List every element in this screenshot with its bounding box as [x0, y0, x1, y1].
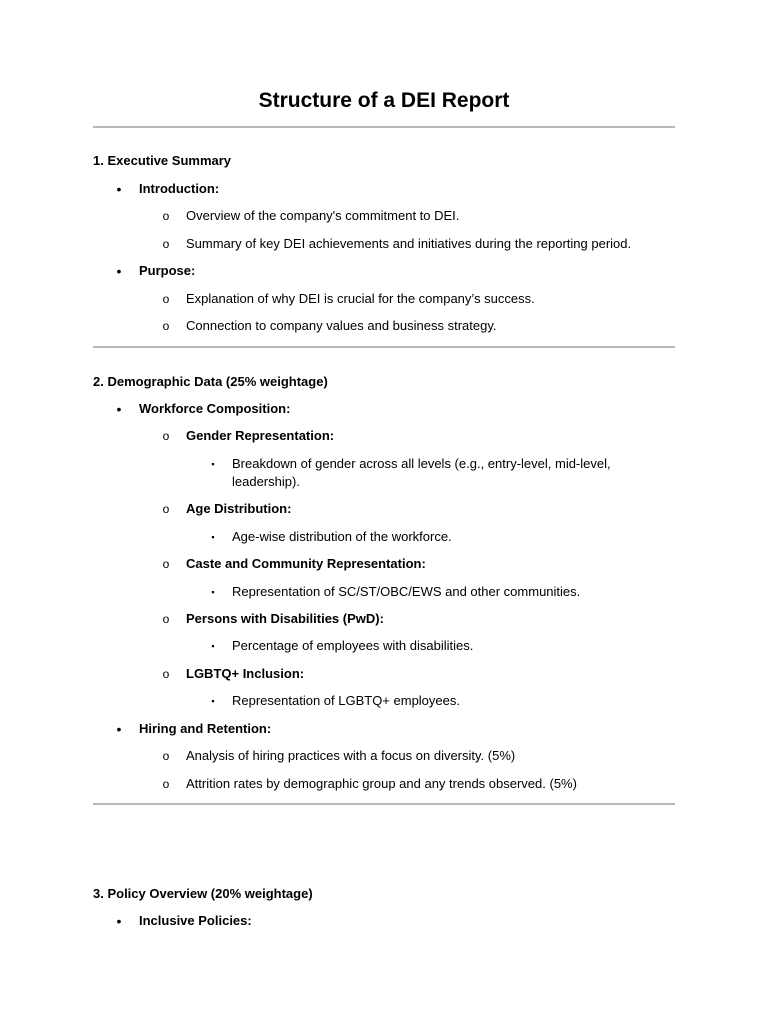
square-marker: ▪	[211, 459, 215, 469]
section-divider	[93, 803, 675, 805]
circle-marker: o	[162, 237, 170, 251]
detail-text: Representation of SC/ST/OBC/EWS and other communities.	[232, 584, 581, 599]
subitem-caste-community: Caste and Community Representation:	[186, 556, 426, 571]
bullet-marker: •	[116, 181, 122, 197]
square-marker: ▪	[211, 696, 215, 706]
subitem-text: Attrition rates by demographic group and any trends observed. (5%)	[186, 776, 577, 791]
circle-marker: o	[162, 612, 170, 626]
subitem-text: Explanation of why DEI is crucial for the company’s success.	[186, 291, 535, 306]
item-purpose: Purpose:	[139, 263, 196, 278]
section-heading-executive-summary: 1. Executive Summary	[93, 153, 232, 168]
circle-marker: o	[162, 209, 170, 223]
subitem-gender-representation: Gender Representation:	[186, 428, 335, 443]
detail-text: Representation of LGBTQ+ employees.	[232, 693, 460, 708]
circle-marker: o	[162, 292, 170, 306]
bullet-marker: •	[116, 263, 122, 279]
document-title: Structure of a DEI Report	[258, 89, 510, 112]
title-divider	[93, 126, 675, 128]
subitem-lgbtq-inclusion: LGBTQ+ Inclusion:	[186, 666, 305, 681]
square-marker: ▪	[211, 641, 215, 651]
circle-marker: o	[162, 502, 170, 516]
bullet-marker: •	[116, 401, 122, 417]
circle-marker: o	[162, 429, 170, 443]
detail-text: Age-wise distribution of the workforce.	[232, 529, 452, 544]
square-marker: ▪	[211, 587, 215, 597]
subitem-text: Analysis of hiring practices with a focus on diversity. (5%)	[186, 748, 516, 763]
item-workforce-composition: Workforce Composition:	[139, 401, 291, 416]
subitem-text: Connection to company values and business strategy.	[186, 318, 497, 333]
subitem-text: Summary of key DEI achievements and initiatives during the reporting period.	[186, 236, 632, 251]
item-introduction: Introduction:	[139, 181, 220, 196]
circle-marker: o	[162, 557, 170, 571]
section-heading-policy-overview: 3. Policy Overview (20% weightage)	[93, 886, 313, 901]
bullet-marker: •	[116, 721, 122, 737]
item-hiring-retention: Hiring and Retention:	[139, 721, 272, 736]
subitem-pwd: Persons with Disabilities (PwD):	[186, 611, 384, 626]
circle-marker: o	[162, 319, 170, 333]
subitem-age-distribution: Age Distribution:	[186, 501, 292, 516]
circle-marker: o	[162, 749, 170, 763]
detail-text: Breakdown of gender across all levels (e.g., entry-level, mid-level, leadership).	[232, 456, 611, 489]
subitem-text: Overview of the company's commitment to DEI.	[186, 208, 460, 223]
circle-marker: o	[162, 667, 170, 681]
item-inclusive-policies: Inclusive Policies:	[139, 913, 252, 928]
bullet-marker: •	[116, 913, 122, 929]
circle-marker: o	[162, 777, 170, 791]
section-divider	[93, 346, 675, 348]
detail-text: Percentage of employees with disabilities.	[232, 638, 474, 653]
section-heading-demographic-data: 2. Demographic Data (25% weightage)	[93, 374, 328, 389]
square-marker: ▪	[211, 532, 215, 542]
